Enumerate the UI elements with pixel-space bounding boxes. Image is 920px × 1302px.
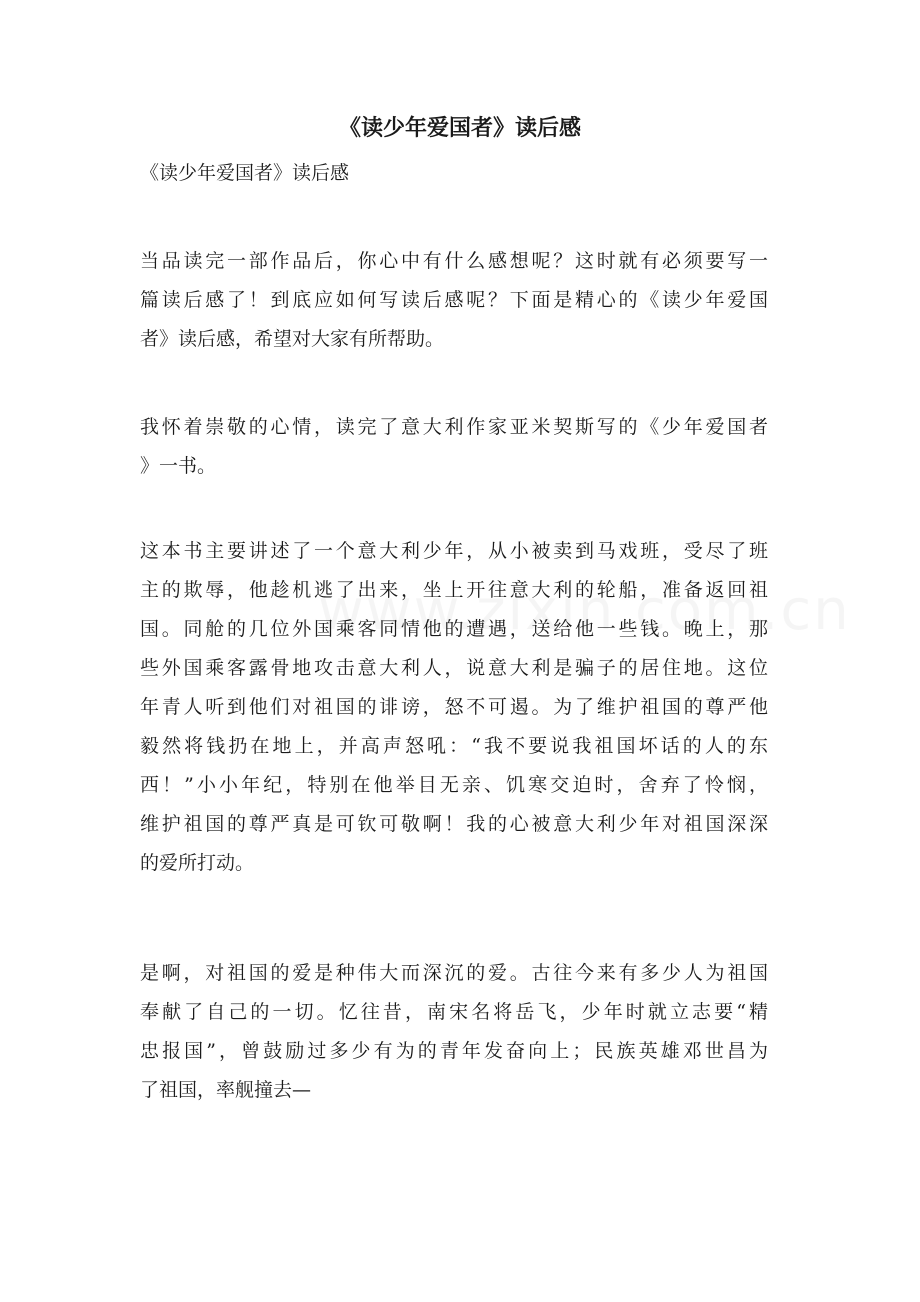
paragraph-line: 》一书。 [140, 455, 217, 477]
paragraph-line: 主的欺辱，他趁机逃了出来，坐上开往意大利的轮船，准备返回祖 [140, 579, 768, 601]
paragraph-line: 篇读后感了！到底应如何写读后感呢？下面是精心的《读少年爱国 [140, 289, 768, 311]
paragraph-line: 了祖国，率舰撞去— [140, 1079, 312, 1101]
paragraph-line: 西！”小小年纪，特别在他举目无亲、饥寒交迫时，舍弃了怜悯， [140, 774, 768, 796]
paragraph-line: 奉献了自己的一切。忆往昔，南宋名将岳飞，少年时就立志要“精 [140, 1001, 768, 1023]
paragraph-reflection [140, 954, 768, 1110]
paragraph-line: 这本书主要讲述了一个意大利少年，从小被卖到马戏班，受尽了班 [140, 540, 768, 562]
document-subtitle: 《读少年爱国者》读后感 [140, 162, 350, 184]
document-title: 《读少年爱国者》读后感 [338, 115, 581, 141]
paragraph-line: 者》读后感，希望对大家有所帮助。 [140, 328, 445, 350]
paragraph-line: 是啊，对祖国的爱是种伟大而深沉的爱。古往今来有多少人为祖国 [140, 962, 768, 984]
paragraph-line: 维护祖国的尊严真是可钦可敬啊！我的心被意大利少年对祖国深深 [140, 813, 768, 835]
paragraph-line: 毅然将钱扔在地上，并高声怒吼：“我不要说我祖国坏话的人的东 [140, 735, 768, 757]
paragraph-line: 些外国乘客露骨地攻击意大利人，说意大利是骗子的居住地。这位 [140, 657, 768, 679]
paragraph-intro [140, 242, 768, 359]
paragraph-line: 当品读完一部作品后，你心中有什么感想呢？这时就有必须要写一 [140, 250, 768, 272]
paragraph-story [140, 532, 768, 883]
paragraph-reading [140, 408, 768, 486]
paragraph-line: 年青人听到他们对祖国的诽谤，怒不可遏。为了维护祖国的尊严他 [140, 696, 768, 718]
paragraph-line: 国。同舱的几位外国乘客同情他的遭遇，送给他一些钱。晚上，那 [140, 618, 768, 640]
paragraph-line: 忠报国”，曾鼓励过多少有为的青年发奋向上；民族英雄邓世昌为 [140, 1040, 768, 1062]
paragraph-line: 的爱所打动。 [140, 852, 255, 874]
paragraph-line: 我怀着崇敬的心情，读完了意大利作家亚米契斯写的《少年爱国者 [140, 416, 768, 438]
